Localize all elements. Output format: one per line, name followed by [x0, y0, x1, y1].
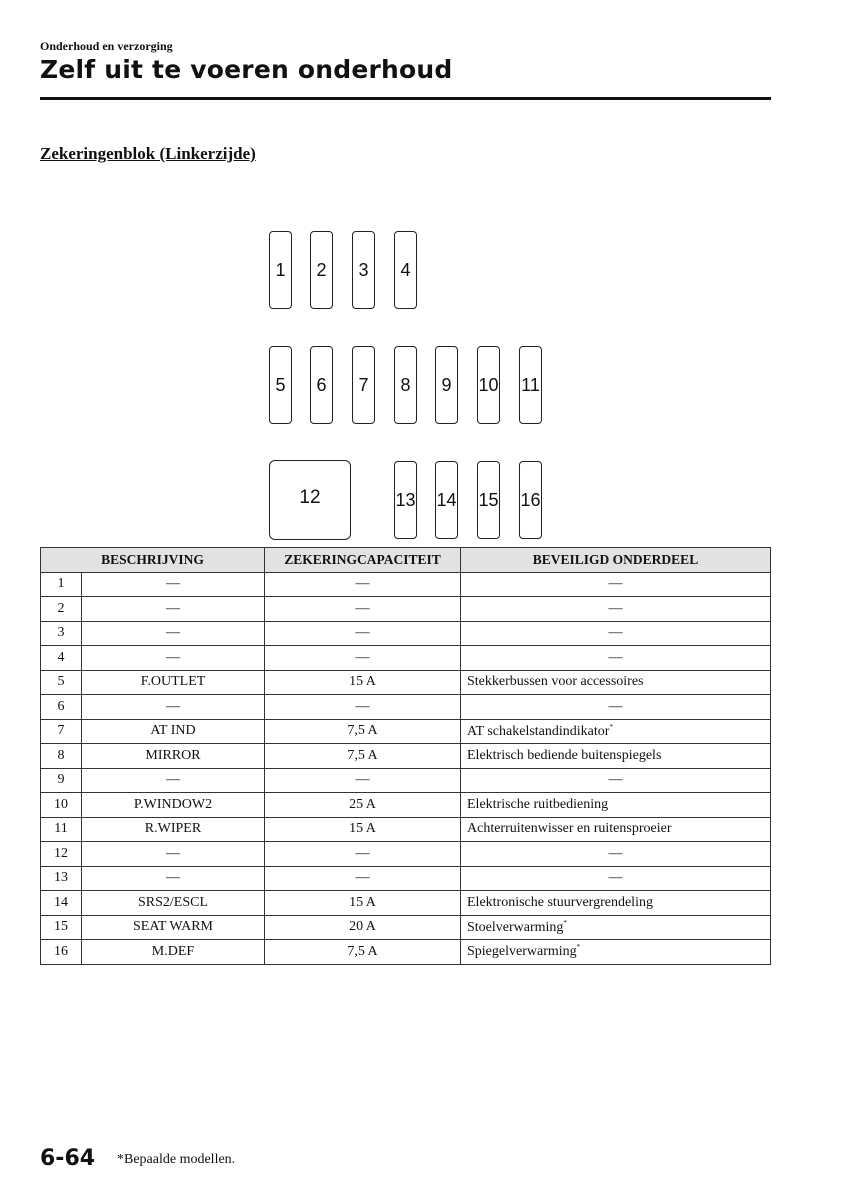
protected-component-cell-text: —: [608, 845, 623, 861]
sub-heading: Zekeringenblok (Linkerzijde): [40, 144, 256, 163]
fuse-4: 4: [394, 231, 417, 309]
capacity-cell: [265, 670, 461, 695]
protected-component-cell-text: —: [608, 649, 623, 665]
footnote-marker: *: [563, 918, 567, 927]
description-cell: [82, 817, 265, 842]
capacity-cell-text: —: [355, 625, 370, 641]
fuse-number-cell-text: 13: [54, 870, 68, 886]
description-cell-text: —: [166, 698, 180, 714]
table-row: [41, 793, 771, 818]
capacity-cell-text: —: [355, 870, 370, 886]
header-capacity: ZEKERINGCAPACITEIT: [265, 548, 461, 573]
fuse-number-cell-text: 3: [57, 625, 65, 641]
fuse-number-cell: [41, 842, 82, 867]
page-number: 6-64: [40, 1146, 96, 1171]
page-title: Zelf uit te voeren onderhoud: [40, 55, 453, 84]
capacity-cell: [265, 646, 461, 671]
fuse-1: 1: [269, 231, 292, 309]
description-cell-text: SEAT WARM: [132, 919, 213, 935]
fuse-table: [40, 547, 771, 965]
description-cell-text: —: [166, 870, 180, 886]
fuse-number-cell: [41, 891, 82, 916]
description-cell: [82, 915, 265, 940]
protected-component-cell: [461, 891, 771, 916]
fuse-number-cell-text: 2: [57, 600, 65, 616]
fuse-number-cell-text: 10: [54, 796, 68, 812]
fuse-number-cell-text: 12: [54, 845, 68, 861]
protected-component-cell-text: Elektrische ruitbediening: [467, 796, 609, 812]
fuse-number-cell-text: 15: [54, 919, 68, 935]
capacity-cell-text: 20 A: [349, 919, 376, 935]
description-cell-text: F.OUTLET: [140, 674, 206, 690]
capacity-cell-text: 15 A: [349, 674, 376, 690]
fuse-number-cell: [41, 719, 82, 744]
fuse-number-cell: [41, 597, 82, 622]
description-cell: [82, 572, 265, 597]
fuse-number-cell: [41, 621, 82, 646]
fuse-9: 9: [435, 346, 458, 424]
protected-component-cell-text: Stekkerbussen voor accessoires: [467, 674, 644, 690]
fuse-number-cell-text: 5: [57, 674, 65, 690]
table-row: [41, 940, 771, 965]
protected-component-cell: [461, 768, 771, 793]
fuse-11: 11: [519, 346, 542, 424]
table-row: [41, 915, 771, 940]
capacity-cell-text: 25 A: [349, 796, 376, 812]
description-cell-text: —: [166, 576, 180, 592]
footnote-marker: *: [609, 722, 613, 731]
footnote: *Bepaalde modellen.: [117, 1152, 236, 1167]
header-protected-component: BEVEILIGD ONDERDEEL: [461, 548, 771, 573]
capacity-cell-text: —: [355, 600, 370, 616]
protected-component-cell-text: —: [608, 576, 623, 592]
protected-component-cell: [461, 572, 771, 597]
fuse-13: 13: [394, 461, 417, 539]
protected-component-cell: [461, 866, 771, 891]
protected-component-cell-text: Elektrisch bediende buitenspiegels: [467, 747, 662, 763]
description-cell-text: —: [166, 600, 180, 616]
capacity-cell: [265, 572, 461, 597]
capacity-cell: [265, 597, 461, 622]
fuse-10: 10: [477, 346, 500, 424]
capacity-cell: [265, 891, 461, 916]
fuse-number-cell-text: 11: [54, 821, 68, 837]
capacity-cell: [265, 744, 461, 769]
capacity-cell: [265, 768, 461, 793]
capacity-cell: [265, 695, 461, 720]
table-row: [41, 817, 771, 842]
capacity-cell: [265, 915, 461, 940]
protected-component-cell: [461, 670, 771, 695]
fuse-number-cell: [41, 768, 82, 793]
description-cell-text: —: [166, 772, 180, 788]
protected-component-cell-text: —: [608, 625, 623, 641]
table-row: [41, 719, 771, 744]
fuse-16: 16: [519, 461, 542, 539]
footnote-marker: *: [576, 943, 581, 952]
description-cell: [82, 597, 265, 622]
protected-component-cell-text: Stoelverwarming: [467, 919, 564, 935]
description-cell-text: R.WIPER: [144, 821, 202, 837]
table-row: [41, 744, 771, 769]
description-cell-text: P.WINDOW2: [133, 796, 213, 812]
description-cell: [82, 940, 265, 965]
capacity-cell-text: —: [355, 845, 370, 861]
capacity-cell-text: —: [355, 649, 370, 665]
fuse-3: 3: [352, 231, 375, 309]
table-row: [41, 646, 771, 671]
table-row: [41, 572, 771, 597]
protected-component-cell: [461, 915, 771, 940]
table-row: [41, 597, 771, 622]
fuse-number-cell: [41, 572, 82, 597]
capacity-cell-text: —: [355, 576, 370, 592]
table-row: [41, 670, 771, 695]
fuse-5: 5: [269, 346, 292, 424]
protected-component-cell: [461, 597, 771, 622]
table-row: [41, 891, 771, 916]
protected-component-cell-text: —: [608, 870, 623, 886]
description-cell: [82, 891, 265, 916]
fuse-6: 6: [310, 346, 333, 424]
capacity-cell-text: 15 A: [349, 821, 376, 837]
capacity-cell: [265, 621, 461, 646]
fuse-number-cell: [41, 817, 82, 842]
fuse-number-cell: [41, 646, 82, 671]
protected-component-cell: [461, 842, 771, 867]
description-cell-text: MIRROR: [145, 747, 201, 763]
description-cell-text: —: [166, 845, 180, 861]
description-cell-text: M.DEF: [151, 943, 195, 959]
protected-component-cell: [461, 719, 771, 744]
protected-component-cell: [461, 621, 771, 646]
fuse-number-cell: [41, 695, 82, 720]
capacity-cell-text: 7,5 A: [347, 747, 378, 763]
protected-component-cell: [461, 646, 771, 671]
protected-component-cell-text: —: [608, 600, 623, 616]
fuse-number-cell-text: 8: [57, 747, 65, 763]
fuse-7: 7: [352, 346, 375, 424]
fuse-number-cell: [41, 866, 82, 891]
description-cell: [82, 646, 265, 671]
description-cell: [82, 670, 265, 695]
protected-component-cell-text: Achterruitenwisser en ruitensproeier: [467, 821, 672, 837]
protected-component-cell-text: —: [608, 698, 623, 714]
capacity-cell: [265, 793, 461, 818]
protected-component-cell: [461, 940, 771, 965]
capacity-cell: [265, 817, 461, 842]
capacity-cell: [265, 842, 461, 867]
fuse-number-cell: [41, 940, 82, 965]
fuse-14: 14: [435, 461, 458, 539]
header-description: BESCHRIJVING: [41, 548, 265, 573]
protected-component-cell-text: Elektronische stuurvergrendeling: [467, 894, 653, 910]
table-header-row: [41, 548, 771, 573]
protected-component-cell: [461, 817, 771, 842]
fuse-number-cell-text: 9: [57, 772, 65, 788]
table-row: [41, 866, 771, 891]
fuse-number-cell-text: 1: [57, 576, 65, 592]
capacity-cell: [265, 940, 461, 965]
fuse-number-cell-text: 6: [57, 698, 65, 714]
fuse-number-cell: [41, 793, 82, 818]
table-row: [41, 768, 771, 793]
fuse-number-cell: [41, 670, 82, 695]
fuse-number-cell-text: 14: [54, 894, 68, 910]
fuse-number-cell-text: 4: [57, 649, 65, 665]
description-cell: [82, 621, 265, 646]
description-cell: [82, 695, 265, 720]
table-row: [41, 695, 771, 720]
protected-component-cell: [461, 744, 771, 769]
protected-component-cell-text: Spiegelverwarming: [467, 944, 577, 960]
description-cell: [82, 866, 265, 891]
description-cell: [82, 842, 265, 867]
protected-component-cell: [461, 793, 771, 818]
description-cell: [82, 719, 265, 744]
capacity-cell: [265, 719, 461, 744]
fuse-8: 8: [394, 346, 417, 424]
table-row: [41, 621, 771, 646]
description-cell-text: —: [166, 625, 180, 641]
capacity-cell-text: 7,5 A: [347, 943, 378, 959]
section-label: Onderhoud en verzorging: [40, 39, 173, 53]
fuse-15: 15: [477, 461, 500, 539]
protected-component-cell: [461, 695, 771, 720]
capacity-cell-text: —: [355, 698, 370, 714]
fuse-12: 12: [269, 460, 351, 540]
title-divider: [40, 97, 771, 100]
capacity-cell: [265, 866, 461, 891]
description-cell-text: AT IND: [150, 723, 196, 739]
description-cell-text: SRS2/ESCL: [137, 894, 209, 910]
description-cell: [82, 793, 265, 818]
description-cell: [82, 768, 265, 793]
capacity-cell-text: 7,5 A: [347, 723, 378, 739]
fuse-number-cell-text: 7: [57, 723, 65, 739]
table-row: [41, 842, 771, 867]
capacity-cell-text: —: [355, 772, 370, 788]
fuse-2: 2: [310, 231, 333, 309]
protected-component-cell-text: AT schakelstandindikator: [467, 723, 610, 739]
capacity-cell-text: 15 A: [349, 894, 376, 910]
protected-component-cell-text: —: [608, 772, 623, 788]
fuse-number-cell: [41, 744, 82, 769]
fuse-number-cell-text: 16: [54, 943, 68, 959]
description-cell: [82, 744, 265, 769]
fuse-number-cell: [41, 915, 82, 940]
description-cell-text: —: [166, 649, 180, 665]
